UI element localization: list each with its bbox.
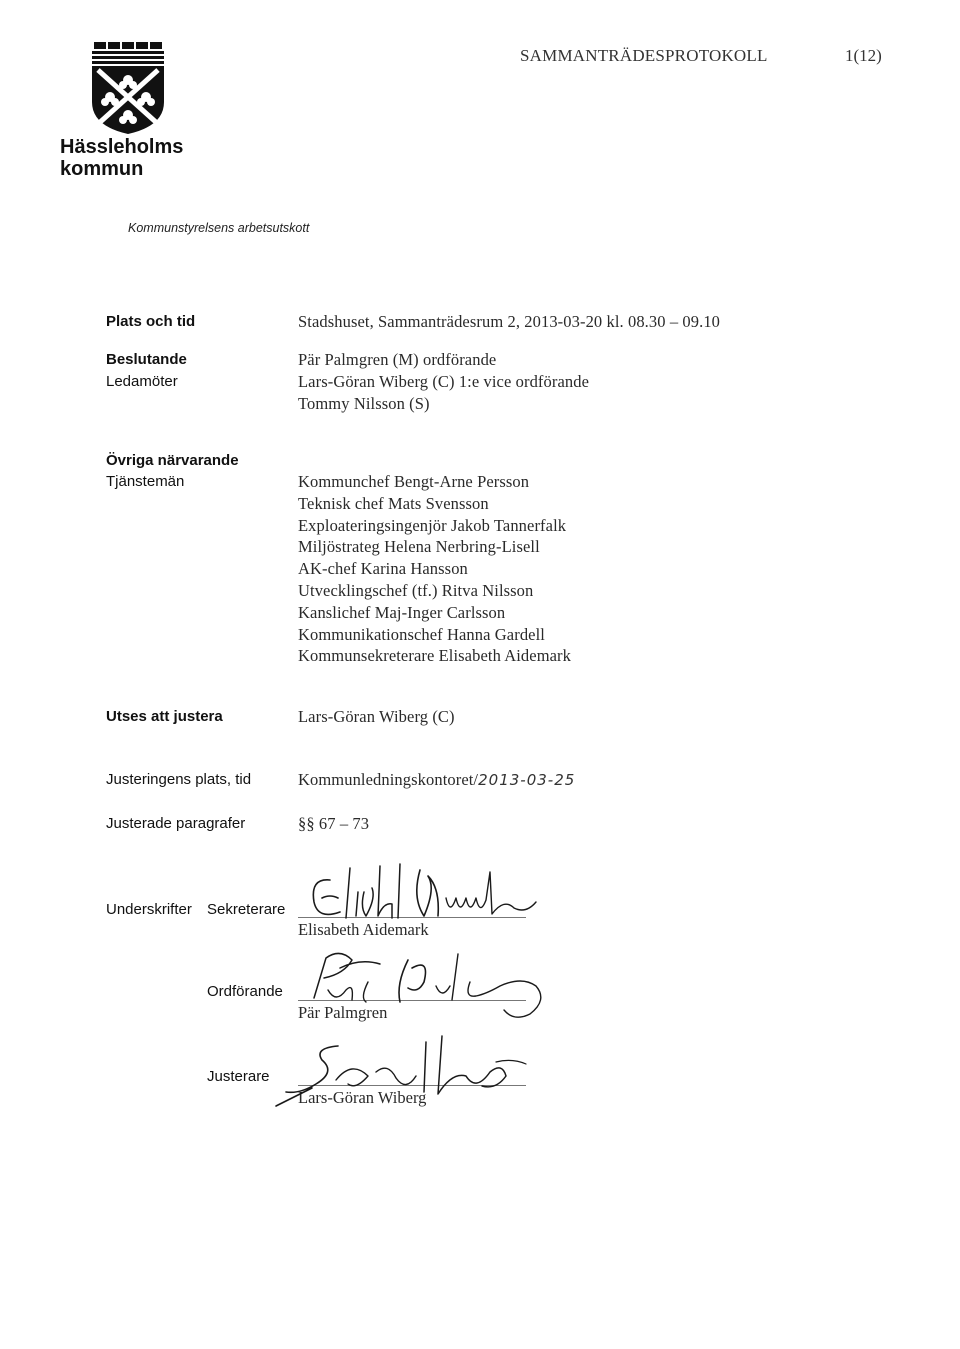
others-label: Övriga närvarande [106, 452, 239, 469]
logo-text-line1: Hässleholms [60, 136, 184, 158]
official-item: AK-chef Karina Hansson [298, 559, 468, 579]
official-item: Kommunchef Bengt-Arne Persson [298, 472, 530, 491]
officials-label: Tjänstemän [106, 473, 185, 490]
adjuster-name: Lars-Göran Wiberg [298, 1088, 427, 1107]
adjust-place-text: Kommunledningskontoret/ [298, 770, 479, 789]
logo-text-line2: kommun [60, 158, 144, 180]
official-item: Utvecklingschef (tf.) Ritva Nilsson [298, 580, 534, 600]
adjust-place-value [298, 770, 575, 790]
handwritten-date: 2013-03-25 [478, 771, 576, 789]
committee-name: Kommunstyrelsens arbetsutskott [128, 221, 310, 235]
official-item: Kanslichef Maj-Inger Carlsson [298, 602, 506, 622]
secretary-name: Elisabeth Aidemark [298, 920, 429, 939]
adjust-label: Utses att justera [106, 708, 223, 725]
officials-list [298, 471, 571, 667]
member-item: Tommy Nilsson (S) [298, 393, 430, 413]
place-value: Stadshuset, Sammanträdesrum 2, 2013-03-20 kl. 08.30 – 09.10 [298, 312, 721, 331]
adjuster-handwritten-signature [256, 1032, 536, 1112]
secretary-label: Sekreterare [207, 901, 286, 918]
official-item: Teknisk chef Mats Svensson [298, 493, 489, 513]
official-item: Kommunikationschef Hanna Gardell [298, 624, 545, 644]
paragraphs-value: §§ 67 – 73 [298, 814, 370, 833]
adjust-place-label: Justeringens plats, tid [106, 771, 252, 788]
municipal-coat-of-arms-logo [92, 40, 168, 136]
logo-text [60, 136, 183, 180]
member-item: Pär Palmgren (M) ordförande [298, 350, 497, 369]
chair-handwritten-signature [300, 938, 560, 1028]
place-label: Plats och tid [106, 313, 196, 330]
secretary-handwritten-signature [300, 858, 540, 938]
paragraphs-label: Justerade paragrafer [106, 815, 246, 832]
adjust-value: Lars-Göran Wiberg (C) [298, 707, 455, 726]
decision-label: Beslutande [106, 351, 187, 368]
official-item: Kommunsekreterare Elisabeth Aidemark [298, 646, 572, 666]
official-item: Exploateringsingenjör Jakob Tannerfalk [298, 515, 567, 535]
document-title: SAMMANTRÄDESPROTOKOLL [520, 46, 768, 65]
chair-name: Pär Palmgren [298, 1003, 388, 1022]
chair-label: Ordförande [207, 983, 283, 1000]
adjuster-label: Justerare [207, 1068, 270, 1085]
official-item: Miljöstrateg Helena Nerbring-Lisell [298, 537, 540, 557]
signatures-label: Underskrifter [106, 901, 192, 918]
page-number: 1(12) [845, 46, 882, 65]
members-label: Ledamöter [106, 373, 178, 390]
members-list [298, 349, 589, 414]
member-item: Lars-Göran Wiberg (C) 1:e vice ordförande [298, 371, 590, 391]
